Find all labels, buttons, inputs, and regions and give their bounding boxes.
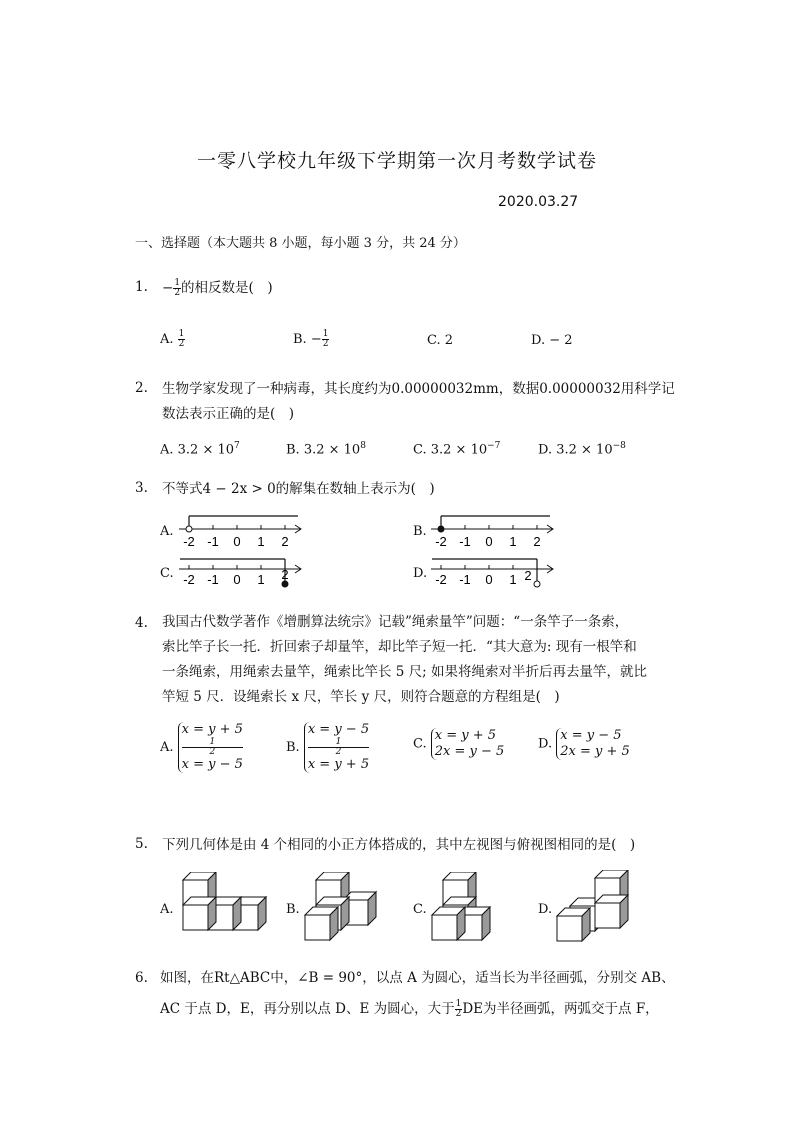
q5-stem: 下列几何体是由 4 个相同的小正方体搭成的，其中左视图与俯视图相同的是( ) [162, 837, 636, 853]
q1-b-num: 1 [322, 329, 329, 339]
q1-option-b-frac [322, 330, 330, 349]
q5-figure-d [555, 870, 640, 944]
q6-line2-end: DE为半径画弧，两弧交于点 F， [462, 1001, 659, 1017]
tick-label: 0 [233, 534, 241, 549]
q1-option-a-frac [178, 330, 186, 349]
q6-frac-num: 1 [455, 999, 462, 1009]
q2-option-c[interactable] [413, 441, 500, 457]
q4-option-b-label: B. [286, 740, 300, 755]
equation: x = y + 5 [181, 722, 243, 737]
equation-system [178, 722, 243, 773]
q5-number: 5. [135, 836, 148, 852]
equation: 2x = y + 5 [560, 744, 630, 759]
half-fraction [182, 738, 243, 757]
solution-bracket [441, 516, 550, 529]
tick-label: -2 [183, 572, 195, 587]
q1-option-a-label: A. [160, 332, 174, 347]
equation-system [304, 722, 369, 773]
equation: x = y + 5 [434, 728, 497, 743]
axis [431, 525, 553, 533]
frac-num: 1 [182, 738, 243, 748]
q2-line1: 生物学家发现了一种病毒，其长度约为0.00000032mm，数据0.00000032用科学记 [162, 381, 675, 397]
q1-option-b-label: B. [293, 332, 307, 347]
q4-number: 4. [135, 615, 148, 631]
open-endpoint [186, 526, 192, 532]
equation: x = y − 5 [560, 728, 622, 743]
ticks [189, 565, 285, 569]
q4-option-a-label: A. [160, 740, 174, 755]
equation [308, 738, 369, 773]
q4-option-c-label: C. [413, 736, 427, 752]
tick-label: -1 [459, 534, 471, 549]
q5-figure-a [175, 872, 280, 942]
q2-b-exp: 8 [360, 441, 366, 451]
closed-endpoint [438, 526, 444, 532]
q1-frac-num: 1 [174, 278, 181, 288]
tick-label: -1 [207, 534, 219, 549]
q1-stem [162, 276, 273, 298]
q4-line2: 索比竿子长一托．折回索子却量竿，却比竿子短一托．“其大意为: 现有一根竿和 [162, 639, 637, 655]
q1-a-num: 1 [178, 329, 185, 339]
q1-option-c[interactable]: C. 2 [427, 333, 454, 348]
q1-minus: − [162, 280, 174, 296]
equation: x = y − 5 [307, 722, 370, 737]
tick-label: -1 [207, 572, 219, 587]
equation-rest: x = y − 5 [181, 757, 243, 772]
tick-label: -1 [459, 572, 471, 587]
q1-text: 的相反数是( ) [181, 280, 273, 296]
cube [183, 897, 216, 930]
ticks [189, 525, 285, 529]
q2-b-base: B. 3.2 × 10 [286, 442, 361, 458]
tick-label: 2 [281, 534, 289, 549]
q5-option-c[interactable]: C. [413, 902, 427, 917]
tick-label: 1 [509, 572, 517, 587]
q4-line3: 一条绳索，用绳索去量竿，绳索比竿长 5 尺; 如果将绳索对半折后再去量竿，就比 [162, 664, 648, 680]
exam-title: 一零八学校九年级下学期第一次月考数学试卷 [196, 150, 597, 172]
half-fraction [308, 738, 369, 757]
tick-label: 2 [281, 567, 289, 582]
q1-b-den: 2 [322, 339, 329, 349]
q2-d-base: D. 3.2 × 10 [538, 442, 613, 458]
q3-numberline-a [176, 512, 306, 552]
tick-label: -2 [435, 572, 447, 587]
tick-label: 0 [485, 572, 493, 587]
tick-labels [183, 567, 288, 587]
tick-labels [183, 534, 288, 549]
q6-line2-start: AC 于点 D，E，再分别以点 D、E 为圆心，大于 [160, 1001, 455, 1017]
tick-labels [435, 568, 531, 587]
q1-option-b-minus: − [310, 332, 322, 347]
q2-c-base: C. 3.2 × 10 [413, 442, 488, 458]
cube [595, 895, 628, 928]
q2-line2: 数法表示正确的是( ) [162, 406, 295, 422]
equation-system [556, 728, 630, 760]
q4-option-c[interactable] [413, 728, 504, 760]
cube [305, 907, 338, 940]
exam-date: 2020.03.27 [498, 194, 579, 210]
q4-option-a[interactable] [160, 722, 243, 773]
q3-numberline-d [428, 556, 558, 592]
q1-number: 1. [135, 279, 148, 295]
q4-option-d-label: D. [538, 736, 553, 752]
q5-figure-c [430, 872, 500, 942]
q3-stem: 不等式4 − 2x > 0的解集在数轴上表示为( ) [162, 481, 435, 497]
ticks [441, 565, 537, 569]
q6-line1: 如图，在Rt△ABC中，∠B = 90°，以点 A 为圆心，适当长为半径画弧，分别交 AB、 [160, 970, 675, 986]
q4-option-b[interactable] [286, 722, 369, 773]
solution-bracket [189, 516, 298, 529]
q1-frac-den: 2 [174, 288, 181, 298]
q4-option-d[interactable] [538, 728, 630, 760]
q1-option-d[interactable]: D. − 2 [531, 333, 573, 348]
cube [557, 908, 590, 941]
tick-label: 1 [257, 572, 265, 587]
cube [432, 907, 465, 940]
q2-option-a[interactable] [160, 441, 240, 457]
q2-a-exp: 7 [234, 441, 240, 451]
q2-c-exp: −7 [487, 441, 501, 451]
q2-option-d[interactable] [538, 441, 626, 457]
q1-option-a[interactable] [160, 330, 185, 349]
tick-label: -2 [435, 534, 447, 549]
q3-numberline-c [176, 556, 306, 592]
equation-rest: x = y + 5 [307, 757, 370, 772]
q5-option-d[interactable]: D. [538, 902, 553, 917]
tick-label: 2 [524, 568, 532, 583]
equation [182, 738, 243, 773]
q3-option-c[interactable]: C. [160, 566, 174, 581]
tick-labels [435, 534, 540, 549]
ticks [441, 525, 537, 529]
frac-num: 1 [308, 738, 369, 748]
q5-option-a[interactable]: A. [160, 902, 174, 917]
q3-numberline-b [428, 512, 558, 552]
tick-label: 1 [257, 534, 265, 549]
q3-number: 3. [135, 480, 148, 496]
q6-number: 6. [135, 970, 148, 986]
tick-label: -2 [183, 534, 195, 549]
frac-den: 2 [335, 747, 342, 757]
q2-number: 2. [135, 380, 148, 396]
q4-line4: 竿短 5 尺．设绳索长 x 尺，竿长 y 尺，则符合题意的方程组是( ) [162, 689, 560, 705]
section-heading: 一、选择题（本大题共 8 小题，每小题 3 分，共 24 分） [135, 236, 466, 251]
q1-fraction [173, 279, 181, 298]
q3-option-a[interactable]: A. [160, 524, 174, 539]
q2-a-base: A. 3.2 × 10 [160, 442, 235, 458]
q6-line2 [160, 997, 659, 1019]
equation-system [431, 728, 505, 760]
tick-label: 2 [533, 534, 541, 549]
q4-line1: 我国古代数学著作《增删算法统宗》记载”绳索量竿”问题：“一条竿子一条索， [162, 614, 629, 630]
open-endpoint [534, 581, 540, 587]
equation: 2x = y − 5 [434, 744, 505, 759]
axis [179, 525, 301, 533]
q1-option-b[interactable] [293, 330, 329, 349]
q3-option-b[interactable]: B. [413, 524, 427, 539]
q2-option-b[interactable] [286, 441, 366, 457]
q5-figure-b [303, 872, 383, 942]
tick-label: 1 [509, 534, 517, 549]
tick-label: 0 [485, 534, 493, 549]
q5-option-b[interactable]: B. [286, 902, 300, 917]
q2-d-exp: −8 [612, 441, 626, 451]
frac-den: 2 [209, 747, 216, 757]
q1-a-den: 2 [178, 339, 185, 349]
q3-option-d[interactable]: D. [413, 566, 428, 581]
q6-frac-den: 2 [455, 1009, 462, 1019]
tick-label: 0 [233, 572, 241, 587]
